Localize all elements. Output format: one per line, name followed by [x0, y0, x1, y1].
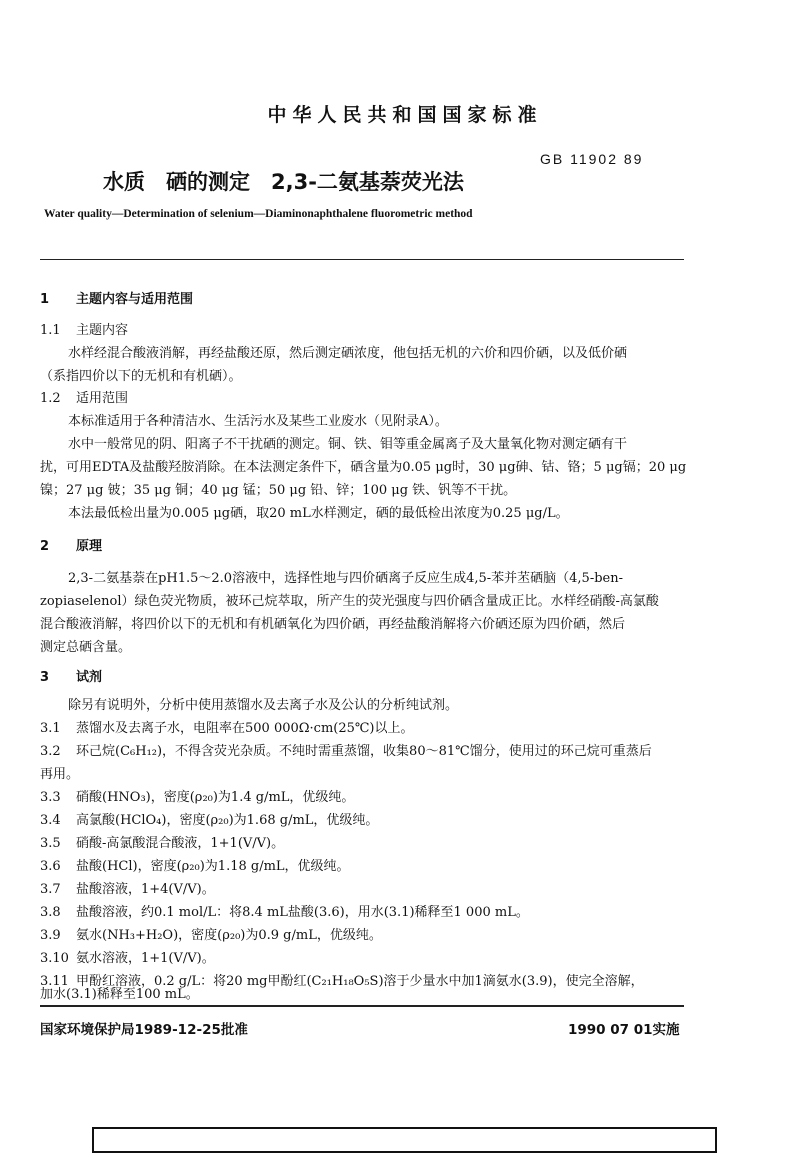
- item-number: 3.9: [40, 928, 61, 943]
- section-1-heading: [40, 290, 684, 310]
- section-title: 原理: [76, 539, 103, 554]
- item-number: 3.8: [40, 905, 61, 920]
- item-text: 环己烷(C₆H₁₂)，不得含荧光杂质。不纯时需重蒸馏，收集80～81℃馏分，使用过的环己烷可重蒸后: [76, 744, 652, 759]
- reagent-item: [40, 949, 684, 969]
- item-text: 氨水(NH₃+H₂O)，密度(ρ₂₀)为0.9 g/mL，优级纯。: [76, 928, 382, 943]
- paragraph-line: 镍；27 μg 铍；35 μg 铜；40 μg 锰；50 μg 铅、锌；100 μg 铁、钒等不干扰。: [40, 483, 517, 498]
- header-divider: [40, 259, 684, 260]
- empty-bordered-box: [92, 1127, 717, 1153]
- reagent-item: [40, 926, 684, 946]
- subsection-1-1-heading: [40, 321, 684, 341]
- item-number: 3.3: [40, 790, 61, 805]
- item-number: 3.10: [40, 951, 69, 966]
- section-title: 主题内容与适用范围: [76, 292, 194, 307]
- paragraph-line: 混合酸液消解，将四价以下的无机和有机硒氧化为四价硒，再经盐酸消解将六价硒还原为四价硒，然后: [40, 617, 626, 632]
- reagent-item: [40, 788, 684, 808]
- item-number: 3.1: [40, 721, 61, 736]
- effective-date: 1990 07 01实施: [568, 1022, 680, 1038]
- section-number: 2: [40, 539, 50, 554]
- item-number: 3.5: [40, 836, 61, 851]
- item-number: 3.7: [40, 882, 61, 897]
- item-text: 硝酸-高氯酸混合酸液，1+1(V/V)。: [76, 836, 285, 851]
- subsection-title: 主题内容: [76, 323, 129, 338]
- reagent-item: [40, 903, 684, 923]
- subsection-number: 1.2: [40, 391, 61, 406]
- item-number: 3.6: [40, 859, 61, 874]
- document-title: 水质 硒的测定 2,3-二氨基萘荧光法: [103, 170, 464, 194]
- reagent-item: [40, 880, 684, 900]
- paragraph-line: 水样经混合酸液消解，再经盐酸还原，然后测定硒浓度，他包括无机的六价和四价硒，以及低价硒: [68, 346, 628, 361]
- item-text: 蒸馏水及去离子水，电阻率在500 000Ω·cm(25℃)以上。: [76, 721, 414, 736]
- paragraph-line: 除另有说明外，分析中使用蒸馏水及去离子水及公认的分析纯试剂。: [68, 698, 459, 713]
- standard-number: GB 11902 89: [540, 151, 644, 167]
- item-number: 3.4: [40, 813, 61, 828]
- section-2-heading: [40, 537, 684, 557]
- item-text: 盐酸溶液，1+4(V/V)。: [76, 882, 215, 897]
- item-number: 3.11: [40, 974, 69, 989]
- item-text: 盐酸(HCl)，密度(ρ₂₀)为1.18 g/mL，优级纯。: [76, 859, 350, 874]
- approval-note: 国家环境保护局1989-12-25批准: [40, 1022, 248, 1038]
- item-text: 高氯酸(HClO₄)，密度(ρ₂₀)为1.68 g/mL，优级纯。: [76, 813, 379, 828]
- issuing-authority-title: 中华人民共和国国家标准: [267, 104, 543, 126]
- paragraph-line: （系指四价以下的无机和有机硒）。: [40, 369, 242, 384]
- paragraph-line: 水中一般常见的阴、阳离子不干扰硒的测定。铜、铁、钼等重金属离子及大量氧化物对测定硒有干: [68, 437, 628, 452]
- paragraph-line: 2,3-二氨基萘在pH1.5～2.0溶液中，选择性地与四价硒离子反应生成4,5-苯并苤硒脑（4,5-ben-: [68, 571, 623, 586]
- section-number: 3: [40, 670, 50, 685]
- reagent-item: [40, 811, 684, 831]
- document-english-title: Water quality—Determination of selenium—Diaminonaphthalene fluorometric method: [44, 208, 473, 220]
- paragraph-line: 扰，可用EDTA及盐酸羟胺消除。在本法测定条件下，硒含量为0.05 μg时，30 μg砷、钴、铬；5 μg镉；20 μg: [40, 460, 687, 475]
- section-number: 1: [40, 292, 50, 307]
- paragraph-line: 本法最低检出量为0.005 μg硒，取20 mL水样测定，硒的最低检出浓度为0.25 μg/L。: [68, 506, 569, 521]
- paragraph-line: 测定总硒含量。: [40, 640, 132, 655]
- paragraph-line: zopiaselenol）绿色荧光物质，被环己烷萃取，所产生的荧光强度与四价硒含量成正比。水样经硝酸-高氯酸: [40, 594, 659, 609]
- reagent-item: [40, 719, 684, 739]
- item-text: 盐酸溶液，约0.1 mol/L：将8.4 mL盐酸(3.6)，用水(3.1)稀释至1 000 mL。: [76, 905, 529, 920]
- reagent-item-continuation: 加水(3.1)稀释至100 mL。: [40, 987, 199, 1002]
- reagent-item: [40, 742, 684, 762]
- item-text: 硝酸(HNO₃)，密度(ρ₂₀)为1.4 g/mL，优级纯。: [76, 790, 355, 805]
- subsection-1-2-heading: [40, 389, 684, 409]
- item-number: 3.2: [40, 744, 61, 759]
- item-text: 甲酚红溶液，0.2 g/L：将20 mg甲酚红(C₂₁H₁₈O₅S)溶于少量水中加1滴氨水(3.9)，使完全溶解，: [76, 974, 644, 989]
- reagent-item-continuation: 再用。: [40, 767, 80, 782]
- section-title: 试剂: [76, 670, 103, 685]
- reagent-item: [40, 857, 684, 877]
- subsection-number: 1.1: [40, 323, 61, 338]
- reagent-item: [40, 834, 684, 854]
- paragraph-line: 本标准适用于各种清洁水、生活污水及某些工业废水（见附录A）。: [68, 414, 448, 429]
- subsection-title: 适用范围: [76, 391, 129, 406]
- item-text: 氨水溶液，1+1(V/V)。: [76, 951, 215, 966]
- footer-divider: [40, 1005, 684, 1007]
- section-3-heading: [40, 668, 684, 688]
